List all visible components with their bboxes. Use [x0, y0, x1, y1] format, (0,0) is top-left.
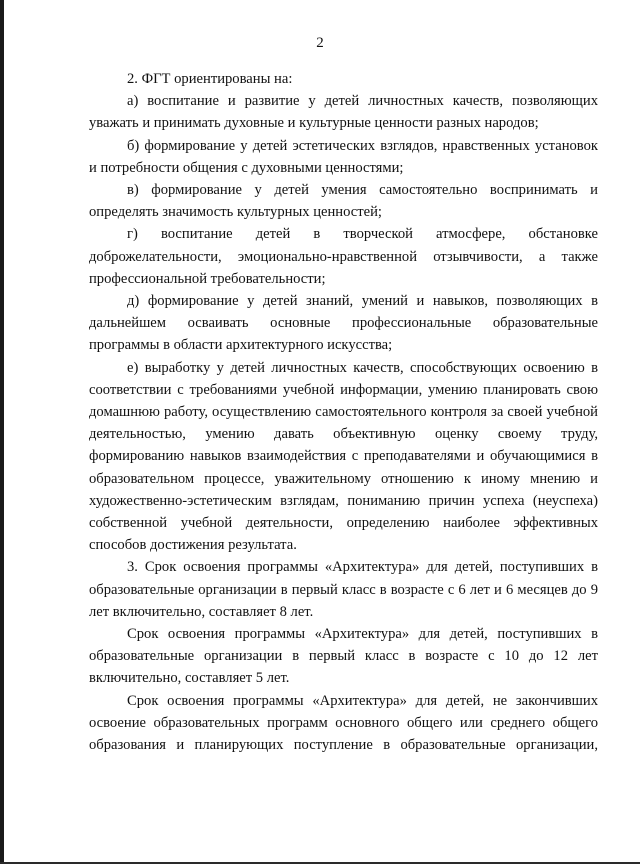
paragraph-term-5-years: Срок освоения программы «Архитектура» для детей, поступивших в образовательные организации в первый класс в возрасте с 10 до 12 лет включительно, составляет 5 лет. [89, 626, 598, 687]
page-number: 2 [316, 35, 324, 51]
paragraph-item-g: г) воспитание детей в творческой атмосфере, обстановке доброжелательности, эмоционально-нравственной отзывчивости, а также профессиональной требовательности; [89, 226, 598, 287]
paragraph-item-d: д) формирование у детей знаний, умений и навыков, позволяющих в дальнейшем осваивать основные профессиональные образовательные программы в области архитектурного искусства; [89, 293, 598, 354]
paragraph-item-v: в) формирование у детей умения самостоятельно воспринимать и определять значимость культурных ценностей; [89, 182, 598, 221]
paragraph-item-b: б) формирование у детей эстетических взглядов, нравственных установок и потребности общения с духовными ценностями; [89, 137, 598, 176]
paragraph-term-continued: Срок освоения программы «Архитектура» для детей, не закончивших освоение образовательных программ основного общего или среднего общего образования и планирующих поступление в образовательные организации, [89, 692, 598, 754]
paragraph-term-8-years: 3. Срок освоения программы «Архитектура» для детей, поступивших в образовательные организации в первый класс в возрасте с 6 лет и 6 месяцев до 9 лет включительно, составляет 8 лет. [89, 559, 598, 620]
paragraph-item-e: е) выработку у детей личностных качеств, способствующих освоению в соответствии с требованиями учебной информации, умению планировать свою домашнюю работу, осуществлению самостоятельного контроля за своей учебной деятельностью, умению давать объективную оценку своему труду, формированию навыков взаимодействия с преподавателями и обучающимися в образовательном процессе, уважительному отношению к иному мнению и художественно-эстетическим взглядам, пониманию причин успеха (неуспеха) собственной учебной деятельности, определению наиболее эффективных способов достижения результата. [89, 359, 598, 554]
document-body [89, 68, 598, 756]
paragraph-fgt-intro: 2. ФГТ ориентированы на: [127, 71, 293, 87]
scan-border [0, 0, 4, 864]
paragraph-item-a: а) воспитание и развитие у детей личностных качеств, позволяющих уважать и принимать духовные и культурные ценности разных народов; [89, 93, 598, 132]
